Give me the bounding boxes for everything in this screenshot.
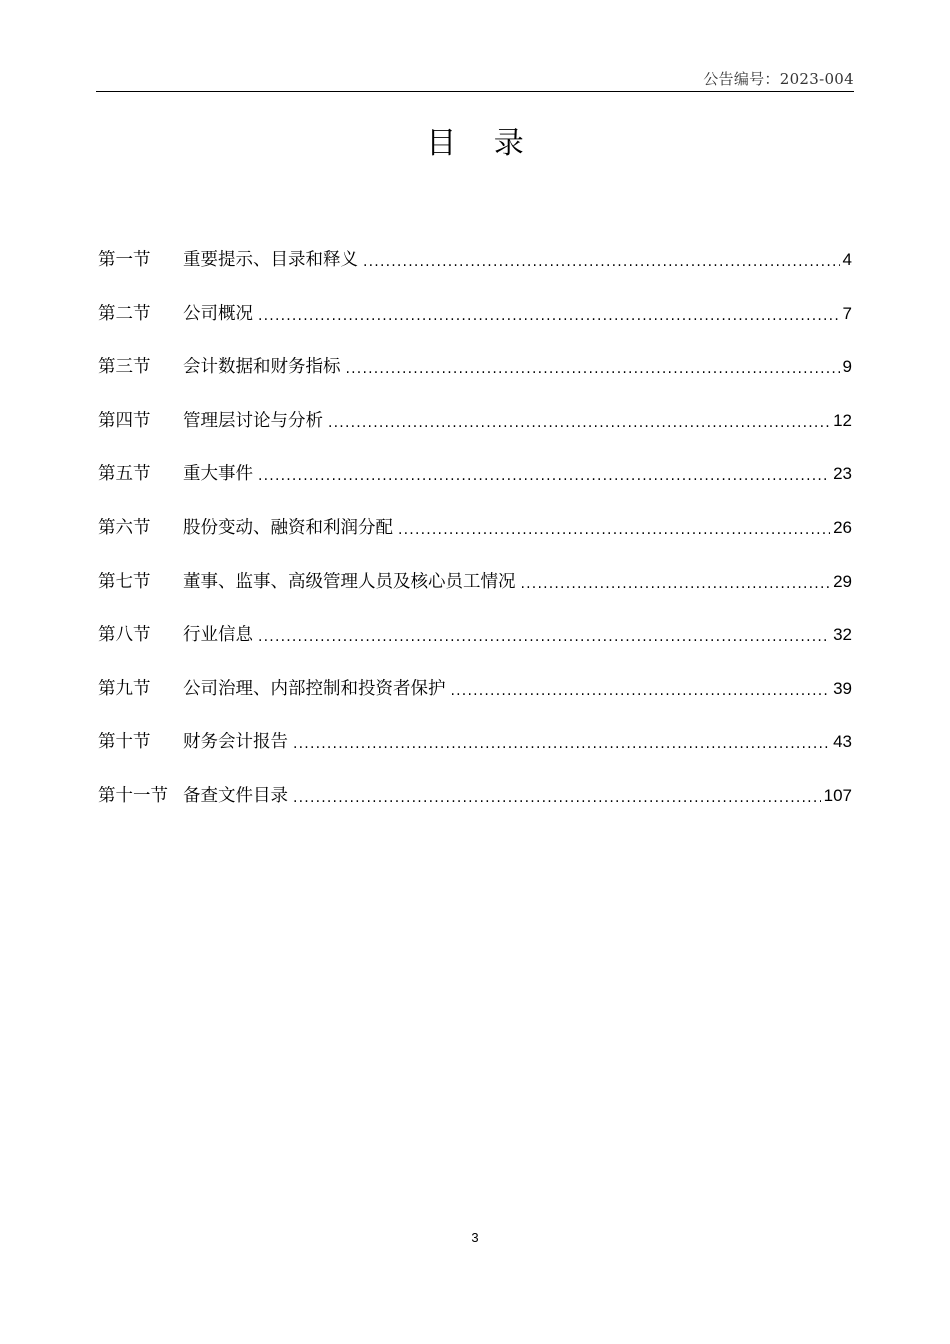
toc-page-number: 43 [833,732,852,752]
announcement-code: 公告编号：2023-004 [703,70,854,88]
toc-entry-5[interactable] [98,460,852,514]
toc-section-title: 行业信息 [183,625,253,646]
toc-page-number: 29 [833,571,852,591]
toc-section-label: 第十节 [98,732,151,753]
toc-section-title: 公司概况 [183,303,253,324]
toc-section-title: 备查文件目录 [183,785,288,806]
toc-page-number: 32 [833,625,852,645]
toc-dot-leader [258,626,830,646]
toc-section-label: 第六节 [98,517,151,538]
toc-page-number: 12 [833,410,852,430]
table-of-contents [98,246,852,836]
toc-section-label: 第九节 [98,678,151,699]
toc-dot-leader [328,412,830,432]
toc-entry-11[interactable] [98,782,852,836]
toc-dot-leader [293,787,821,807]
toc-section-title: 董事、监事、高级管理人员及核心员工情况 [183,571,516,592]
toc-section-title: 重大事件 [183,464,253,485]
toc-section-title: 重要提示、目录和释义 [183,250,358,270]
toc-section-label: 第四节 [98,410,151,431]
header-divider [96,91,854,92]
toc-page-number: 23 [833,464,852,484]
toc-entry-2[interactable] [98,300,852,354]
toc-page-number: 7 [842,303,852,323]
toc-section-label: 第二节 [98,303,151,324]
toc-dot-leader [398,519,830,539]
toc-section-title: 公司治理、内部控制和投资者保护 [183,678,446,699]
toc-entry-10[interactable] [98,728,852,782]
toc-section-title: 管理层讨论与分析 [183,410,323,431]
toc-page-number: 4 [842,250,852,269]
page-number: 3 [471,1230,479,1245]
toc-entry-4[interactable] [98,407,852,461]
toc-dot-leader [293,733,830,753]
toc-dot-leader [346,358,840,378]
toc-section-label: 第八节 [98,625,151,646]
toc-page-number: 26 [833,517,852,537]
toc-entry-1[interactable] [98,246,852,300]
toc-entry-8[interactable] [98,621,852,675]
toc-section-title: 财务会计报告 [183,732,288,753]
toc-dot-leader [258,305,840,325]
toc-section-title: 股份变动、融资和利润分配 [183,517,393,538]
toc-section-label: 第三节 [98,357,151,378]
toc-section-label: 第五节 [98,464,151,485]
toc-page-number: 9 [842,357,852,377]
toc-entry-7[interactable] [98,568,852,622]
toc-dot-leader [258,465,830,485]
toc-page-number: 107 [823,785,852,805]
page-title: 目 录 [426,126,538,161]
toc-dot-leader [451,680,831,700]
toc-section-title: 会计数据和财务指标 [183,357,341,378]
toc-dot-leader [363,251,840,271]
toc-section-label: 第七节 [98,571,151,592]
toc-page-number: 39 [833,678,852,698]
toc-dot-leader [521,573,831,593]
toc-section-label: 第十一节 [98,785,168,806]
toc-entry-6[interactable] [98,514,852,568]
toc-entry-3[interactable] [98,353,852,407]
toc-entry-9[interactable] [98,675,852,729]
toc-section-label: 第一节 [98,250,151,270]
